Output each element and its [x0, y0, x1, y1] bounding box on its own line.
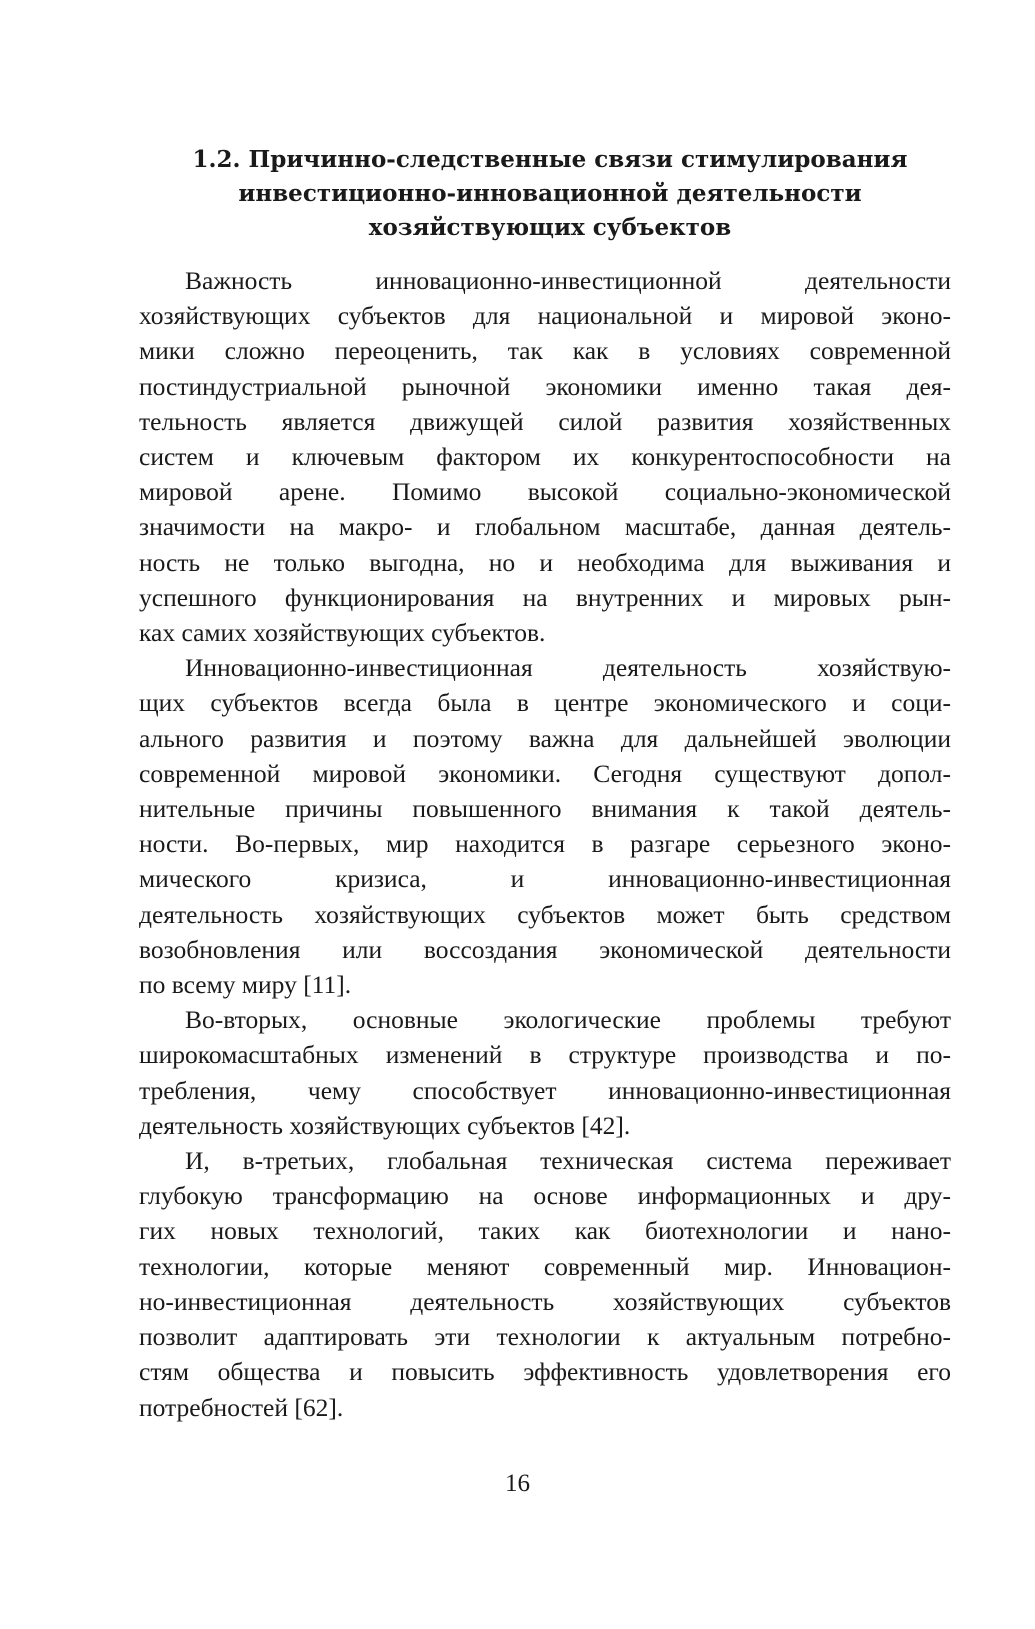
section-heading	[150, 143, 950, 245]
text-line: технологии, которые меняют современный мир. Инновацион-	[139, 1251, 951, 1281]
text-line: постиндустриальной рыночной экономики именно такая дея-	[139, 371, 951, 401]
text-line: мического кризиса, и инновационно-инвестиционная	[139, 864, 951, 894]
page-number: 16	[505, 1470, 530, 1497]
text-line: хозяйствующих субъектов для национальной и мировой эконо-	[139, 301, 951, 331]
text-line: значимости на макро- и глобальном масштабе, данная деятель-	[139, 512, 951, 542]
text-line: систем и ключевым фактором их конкурентоспособности на	[139, 442, 951, 472]
text-line: по всему миру [11].	[139, 970, 352, 1000]
text-line: мировой арене. Помимо высокой социально-экономической	[139, 477, 951, 507]
text-line: гих новых технологий, таких как биотехнологии и нано-	[139, 1216, 951, 1246]
text-line: деятельность хозяйствующих субъектов [42].	[139, 1110, 631, 1140]
body-text	[139, 263, 951, 1425]
heading-line: инвестиционно-инновационной деятельности	[238, 180, 862, 207]
text-line: успешного функционирования на внутренних и мировых рын-	[139, 582, 951, 612]
paragraph-1	[139, 263, 951, 650]
text-line: Во-вторых, основные экологические проблемы требуют	[185, 1005, 951, 1035]
text-line: деятельность хозяйствующих субъектов может быть средством	[139, 899, 951, 929]
text-line: тельность является движущей силой развития хозяйственных	[139, 406, 951, 436]
paragraph-4	[139, 1143, 951, 1425]
text-line: ности. Во-первых, мир находится в разгаре серьезного эконо-	[139, 829, 951, 859]
text-line: Важность инновационно-инвестиционной деятельности	[185, 266, 951, 295]
text-line: нительные причины повышенного внимания к такой деятель-	[139, 794, 951, 824]
text-line: щих субъектов всегда была в центре экономического и соци-	[139, 688, 951, 718]
heading-line: хозяйствующих субъектов	[368, 214, 732, 241]
text-line: возобновления или воссоздания экономической деятельности	[139, 934, 951, 964]
text-line: ках самих хозяйствующих субъектов.	[139, 618, 546, 648]
heading-line: 1.2. Причинно-следственные связи стимулирования	[192, 146, 908, 173]
text-line: глубокую трансформацию на основе информационных и дру-	[139, 1181, 951, 1211]
paragraph-3	[139, 1002, 951, 1143]
text-line: мики сложно переоценить, так как в условиях современной	[139, 336, 951, 366]
text-line: И, в-третьих, глобальная техническая система переживает	[185, 1146, 951, 1176]
text-line: широкомасштабных изменений в структуре производства и по-	[139, 1040, 951, 1070]
text-line: потребностей [62].	[139, 1392, 344, 1422]
text-line: современной мировой экономики. Сегодня существуют допол-	[139, 758, 951, 788]
paragraph-2	[139, 650, 951, 1002]
text-line: стям общества и повысить эффективность удовлетворения его	[139, 1357, 951, 1387]
text-line: требления, чему способствует инновационно-инвестиционная	[139, 1075, 951, 1105]
text-line: но-инвестиционная деятельность хозяйствующих субъектов	[139, 1286, 951, 1316]
text-line: ность не только выгодна, но и необходима для выживания и	[139, 547, 951, 577]
text-line: Инновационно-инвестиционная деятельность хозяйствую-	[185, 653, 951, 683]
text-line: позволит адаптировать эти технологии к актуальным потребно-	[139, 1322, 951, 1352]
text-line: ального развития и поэтому важна для дальнейшей эволюции	[139, 723, 951, 753]
